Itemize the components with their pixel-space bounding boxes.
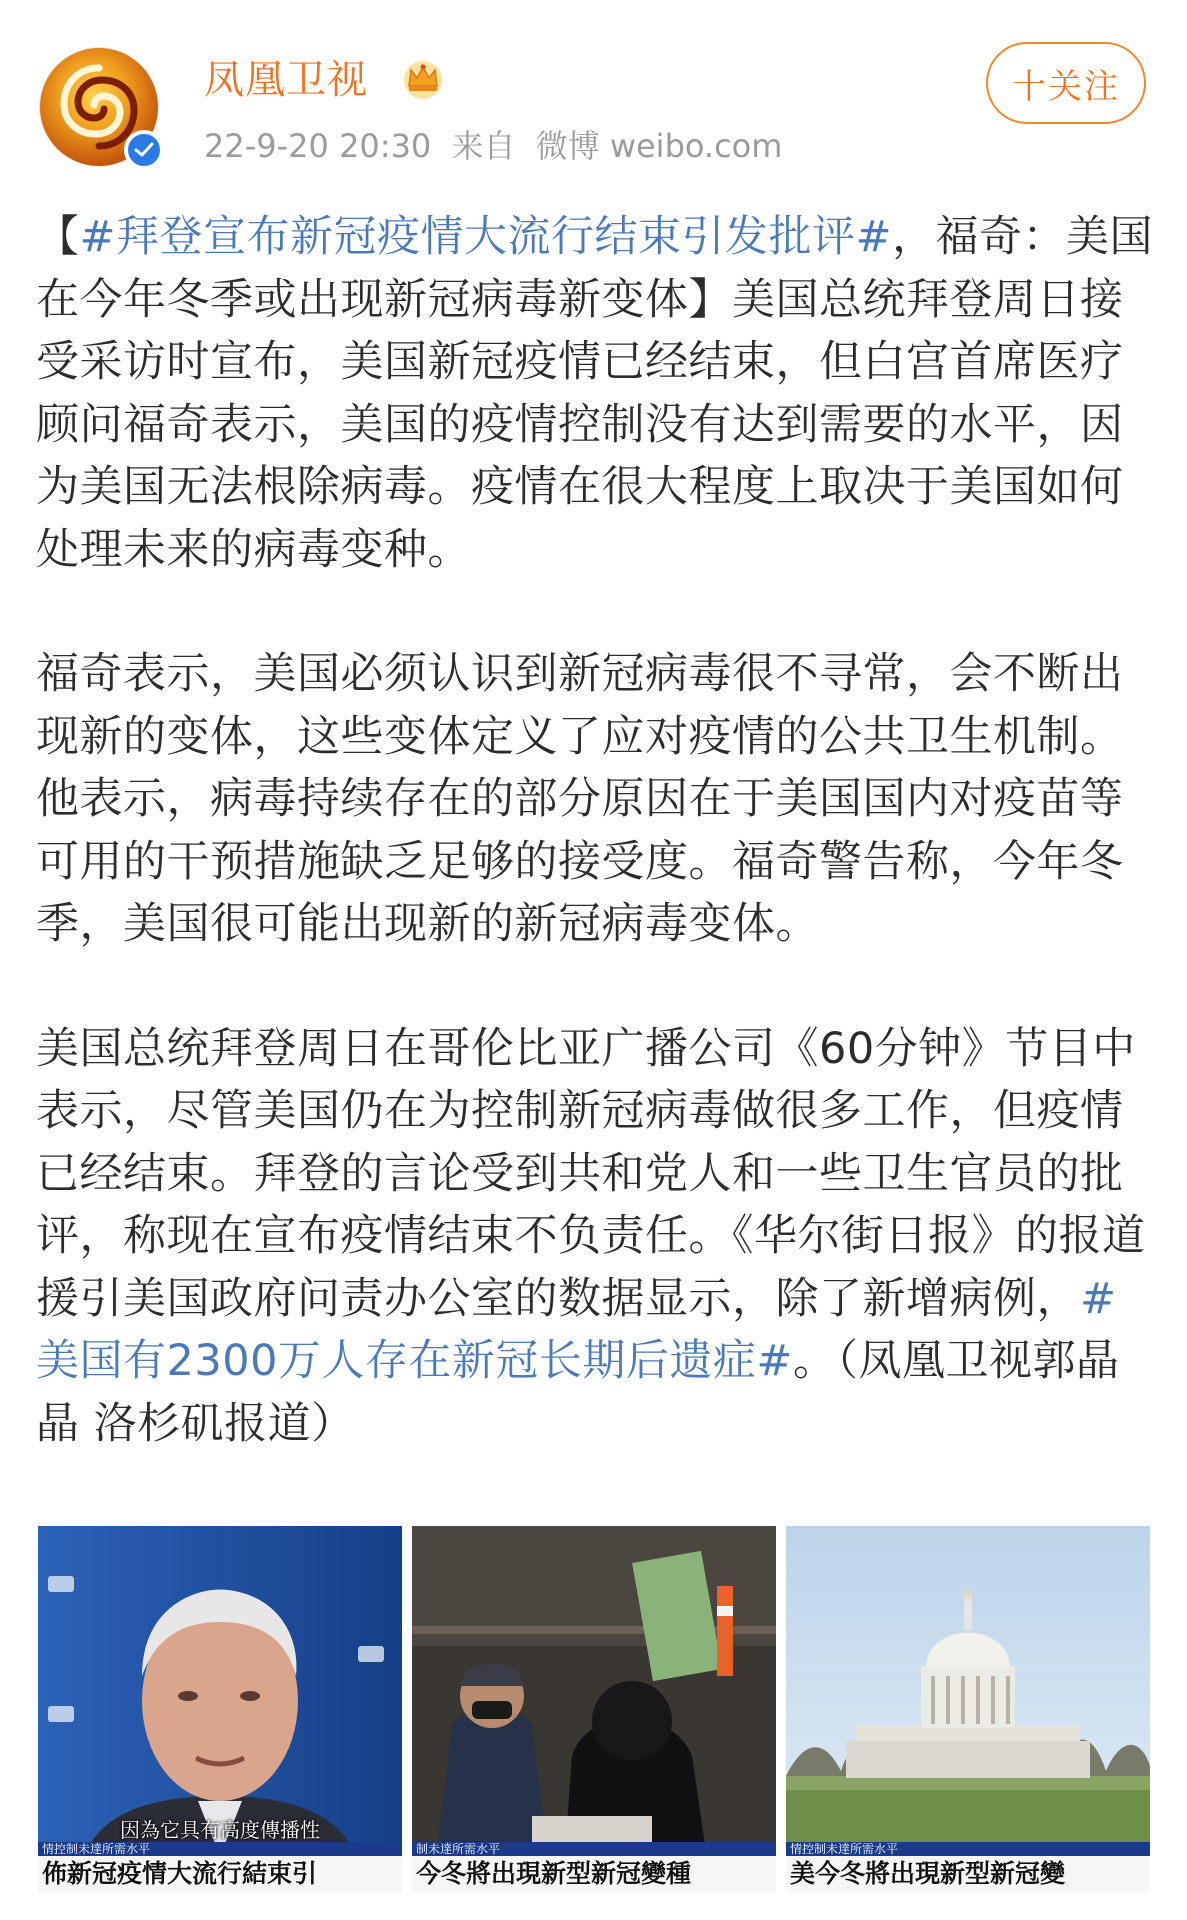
post-image-3[interactable] [786, 1526, 1150, 1892]
post-timestamp: 22-9-20 20:30 [204, 127, 432, 165]
crown-icon [400, 56, 446, 106]
account-name[interactable]: 凤凰卫视 [204, 57, 368, 103]
image-news-strip: 制未達所需水平 [412, 1842, 776, 1856]
hashtag-link[interactable]: #拜登宣布新冠疫情大流行结束引发批评# [79, 212, 893, 262]
post-image-1[interactable] [38, 1526, 402, 1892]
image-grid [38, 1526, 1150, 1892]
image-news-strip: 情控制未達所需水平 [38, 1842, 402, 1856]
post-meta [204, 126, 792, 166]
paragraph-2: 福奇表示，美国必须认识到新冠病毒很不寻常，会不断出现新的变体，这些变体定义了应对疫情的公共卫生机制。他表示，病毒持续存在的部分原因在于美国国内对疫苗等可用的干预措施缺乏足够的接受度。福奇警告称，今年冬季，美国很可能出现新的新冠病毒变体。 [36, 649, 1124, 949]
paragraph-1 [36, 206, 1158, 581]
image-subtitle: 因為它具有高度傳播性 [120, 1818, 320, 1842]
paragraph-1-text: ，福奇：美国在今年冬季或出现新冠病毒新变体】美国总统拜登周日接受采访时宣布，美国新冠疫情已经结束，但白宫首席医疗顾问福奇表示，美国的疫情控制没有达到需要的水平，因为美国无法根除病毒。疫情在很大程度上取决于美国如何处理未来的病毒变种。 [36, 212, 1154, 575]
post-source: 微博 weibo.com [535, 127, 783, 165]
paragraph-3 [36, 1018, 1158, 1456]
hashtag-link[interactable]: #美国有2300万人存在新冠长期后遗症# [36, 1273, 1117, 1386]
image-caption: 佈新冠疫情大流行結束引 [38, 1856, 402, 1892]
bracket-open: 【 [36, 212, 80, 262]
verified-badge-icon [124, 130, 164, 170]
paragraph-3-tail: 。（凤凰卫视郭晶晶 洛杉矶报道） [36, 1336, 1120, 1449]
follow-button[interactable]: 十关注 [986, 42, 1146, 124]
post-image-2[interactable] [412, 1526, 776, 1892]
image-caption: 美今冬將出現新型新冠變 [786, 1856, 1150, 1892]
image-caption: 今冬將出現新型新冠變種 [412, 1856, 776, 1892]
source-prefix: 来自 [451, 127, 516, 165]
paragraph-3-text: 美国总统拜登周日在哥伦比亚广播公司《60分钟》节目中表示，尽管美国仍在为控制新冠病毒做很多工作，但疫情已经结束。拜登的言论受到共和党人和一些卫生官员的批评，称现在宣布疫情结束不负责任。《华尔街日报》的报道援引美国政府问责办公室的数据显示，除了新增病例， [36, 1023, 1146, 1324]
post-content [36, 206, 1158, 1455]
image-news-strip: 情控制未達所需水平 [786, 1842, 1150, 1856]
